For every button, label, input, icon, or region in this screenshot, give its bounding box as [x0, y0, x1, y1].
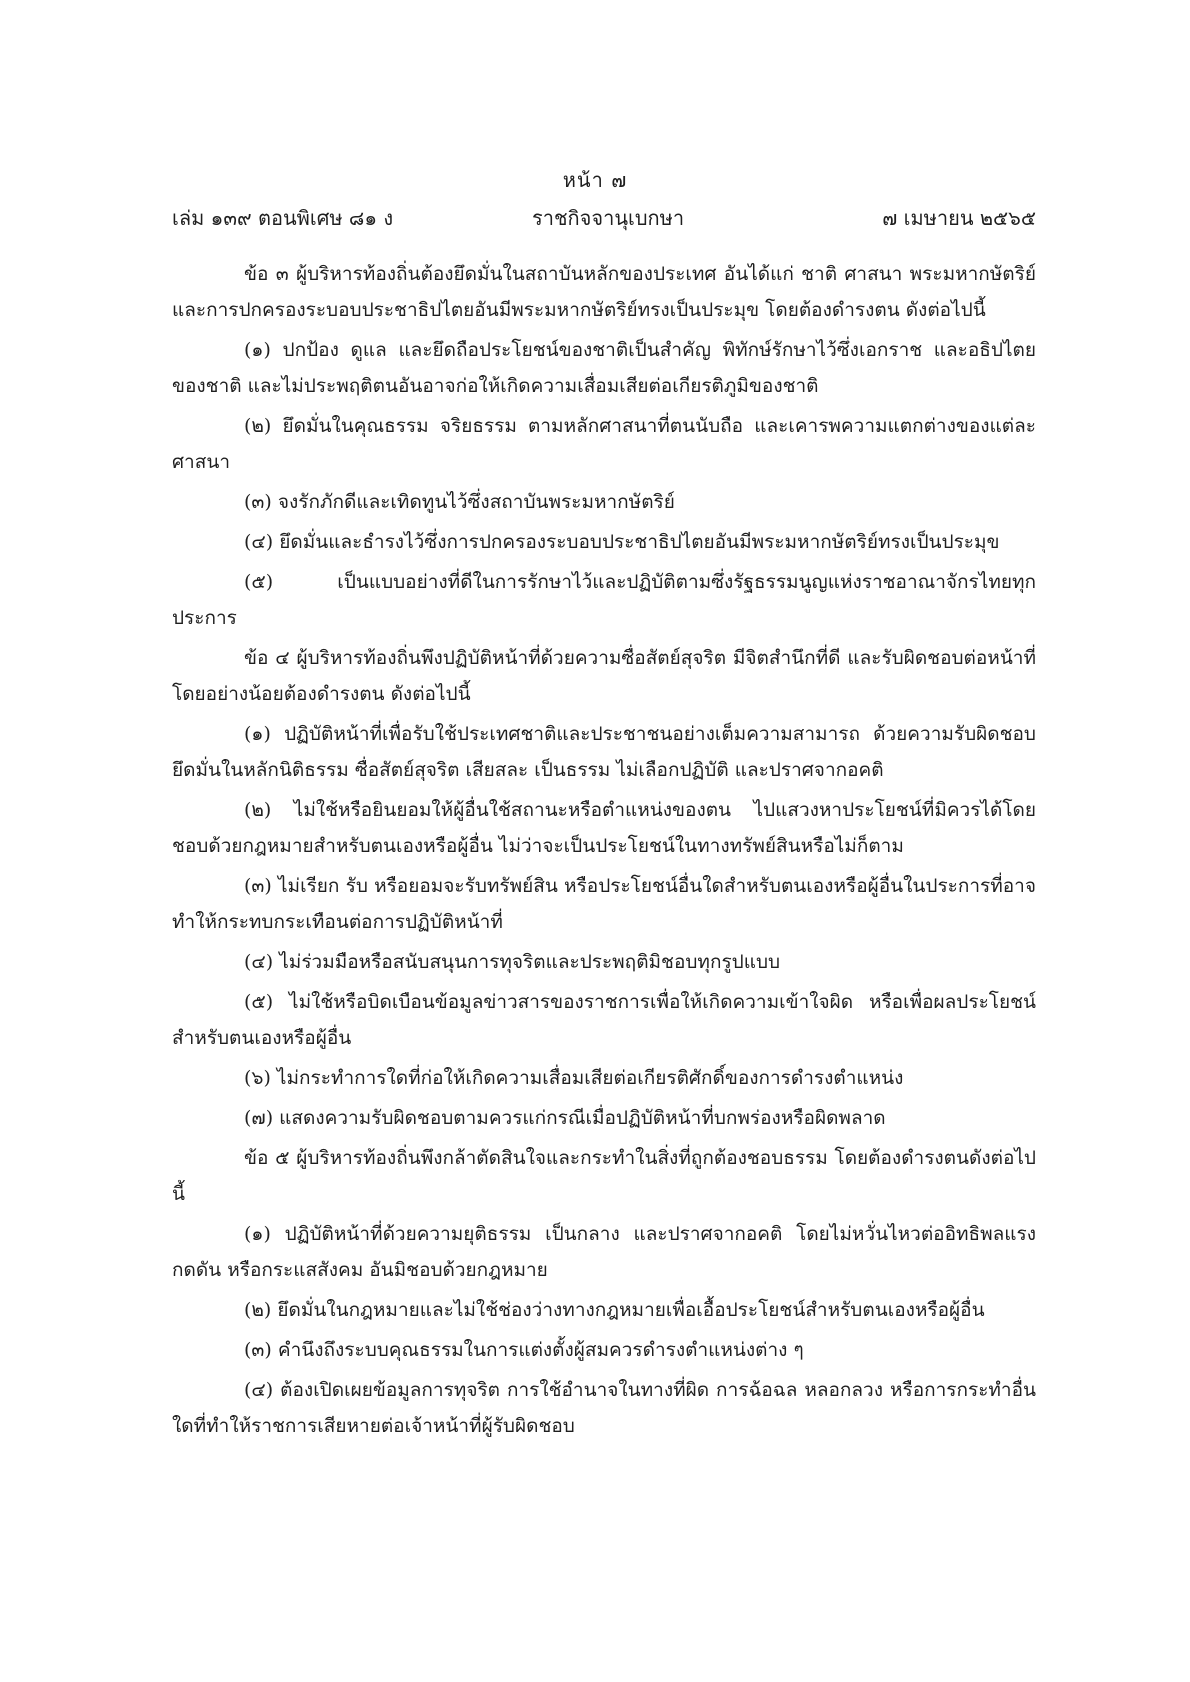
page-number: หน้า ๗ — [562, 168, 628, 192]
publication-date: ๗ เมษายน ๒๕๖๕ — [882, 206, 1036, 230]
volume-issue: เล่ม ๑๓๙ ตอนพิเศษ ๘๑ ง — [172, 206, 394, 230]
clause-5-item-4: (๔) ต้องเปิดเผยข้อมูลการทุจริต การใช้อำนาจในทางที่ผิด การฉ้อฉล หลอกลวง หรือการกระทำอื่นใดที่ทำให้ราชการเสียหายต่อเจ้าหน้าที่ผู้รับผิดชอบ — [172, 1379, 1036, 1437]
clause-4-item-3: (๓) ไม่เรียก รับ หรือยอมจะรับทรัพย์สิน หรือประโยชน์อื่นใดสำหรับตนเองหรือผู้อื่นในประการที่อาจทำให้กระทบกระเทือนต่อการปฏิบัติหน้าที่ — [172, 875, 1036, 933]
clause-3-item-1: (๑) ปกป้อง ดูแล และยึดถือประโยชน์ของชาติเป็นสำคัญ พิทักษ์รักษาไว้ซึ่งเอกราช และอธิปไตยของชาติ และไม่ประพฤติตนอันอาจก่อให้เกิดความเสื่อมเสียต่อเกียรติภูมิของชาติ — [172, 339, 1036, 397]
clause-5-item-2: (๒) ยึดมั่นในกฎหมายและไม่ใช้ช่องว่างทางกฎหมายเพื่อเอื้อประโยชน์สำหรับตนเองหรือผู้อื่น — [244, 1299, 985, 1321]
clause-4-item-4: (๔) ไม่ร่วมมือหรือสนับสนุนการทุจริตและประพฤติมิชอบทุกรูปแบบ — [244, 951, 781, 973]
clause-4-item-5: (๕) ไม่ใช้หรือบิดเบือนข้อมูลข่าวสารของราชการเพื่อให้เกิดความเข้าใจผิด หรือเพื่อผลประโยชน์สำหรับตนเองหรือผู้อื่น — [172, 991, 1036, 1049]
gazette-header — [172, 202, 1036, 234]
clause-3-item-5: (๕) เป็นแบบอย่างที่ดีในการรักษาไว้และปฏิบัติตามซึ่งรัฐธรรมนูญแห่งราชอาณาจักรไทยทุกประการ — [172, 571, 1036, 629]
clause-5-item-3: (๓) คำนึงถึงระบบคุณธรรมในการแต่งตั้งผู้สมควรดำรงตำแหน่งต่าง ๆ — [244, 1339, 804, 1361]
clause-3: ข้อ ๓ ผู้บริหารท้องถิ่นต้องยึดมั่นในสถาบันหลักของประเทศ อันได้แก่ ชาติ ศาสนา พระมหากษัตริย์ และการปกครองระบอบประชาธิปไตยอันมีพระมหากษัตริย์ทรงเป็นประมุข โดยต้องดำรงตน ดังต่อไปนี้ — [172, 263, 1036, 321]
clause-4-item-6: (๖) ไม่กระทำการใดที่ก่อให้เกิดความเสื่อมเสียต่อเกียรติศักดิ์ของการดำรงตำแหน่ง — [244, 1067, 904, 1089]
clause-5: ข้อ ๕ ผู้บริหารท้องถิ่นพึงกล้าตัดสินใจและกระทำในสิ่งที่ถูกต้องชอบธรรม โดยต้องดำรงตนดังต่อไปนี้ — [172, 1147, 1036, 1205]
clause-4-item-7: (๗) แสดงความรับผิดชอบตามควรแก่กรณีเมื่อปฏิบัติหน้าที่บกพร่องหรือผิดพลาด — [244, 1107, 886, 1129]
document-body — [172, 256, 1036, 1444]
clause-3-item-3: (๓) จงรักภักดีและเทิดทูนไว้ซึ่งสถาบันพระมหากษัตริย์ — [244, 491, 675, 513]
clause-4: ข้อ ๔ ผู้บริหารท้องถิ่นพึงปฏิบัติหน้าที่ด้วยความซื่อสัตย์สุจริต มีจิตสำนึกที่ดี และรับผิดชอบต่อหน้าที่ โดยอย่างน้อยต้องดำรงตน ดังต่อไปนี้ — [172, 647, 1036, 705]
clause-4-item-2: (๒) ไม่ใช้หรือยินยอมให้ผู้อื่นใช้สถานะหรือตำแหน่งของตน ไปแสวงหาประโยชน์ที่มิควรได้โดยชอบด้วยกฎหมายสำหรับตนเองหรือผู้อื่น ไม่ว่าจะเป็นประโยชน์ในทางทรัพย์สินหรือไม่ก็ตาม — [172, 799, 1036, 857]
gazette-title: ราชกิจจานุเบกษา — [532, 206, 685, 230]
clause-4-item-1: (๑) ปฏิบัติหน้าที่เพื่อรับใช้ประเทศชาติและประชาชนอย่างเต็มความสามารถ ด้วยความรับผิดชอบ ยึดมั่นในหลักนิติธรรม ซื่อสัตย์สุจริต เสียสละ เป็นธรรม ไม่เลือกปฏิบัติ และปราศจากอคติ — [172, 723, 1036, 781]
clause-3-item-4: (๔) ยึดมั่นและธำรงไว้ซึ่งการปกครองระบอบประชาธิปไตยอันมีพระมหากษัตริย์ทรงเป็นประมุข — [244, 531, 1000, 553]
clause-5-item-1: (๑) ปฏิบัติหน้าที่ด้วยความยุติธรรม เป็นกลาง และปราศจากอคติ โดยไม่หวั่นไหวต่ออิทธิพลแรงกดดัน หรือกระแสสังคม อันมิชอบด้วยกฎหมาย — [172, 1223, 1036, 1281]
clause-3-item-2: (๒) ยึดมั่นในคุณธรรม จริยธรรม ตามหลักศาสนาที่ตนนับถือ และเคารพความแตกต่างของแต่ละศาสนา — [172, 415, 1036, 473]
